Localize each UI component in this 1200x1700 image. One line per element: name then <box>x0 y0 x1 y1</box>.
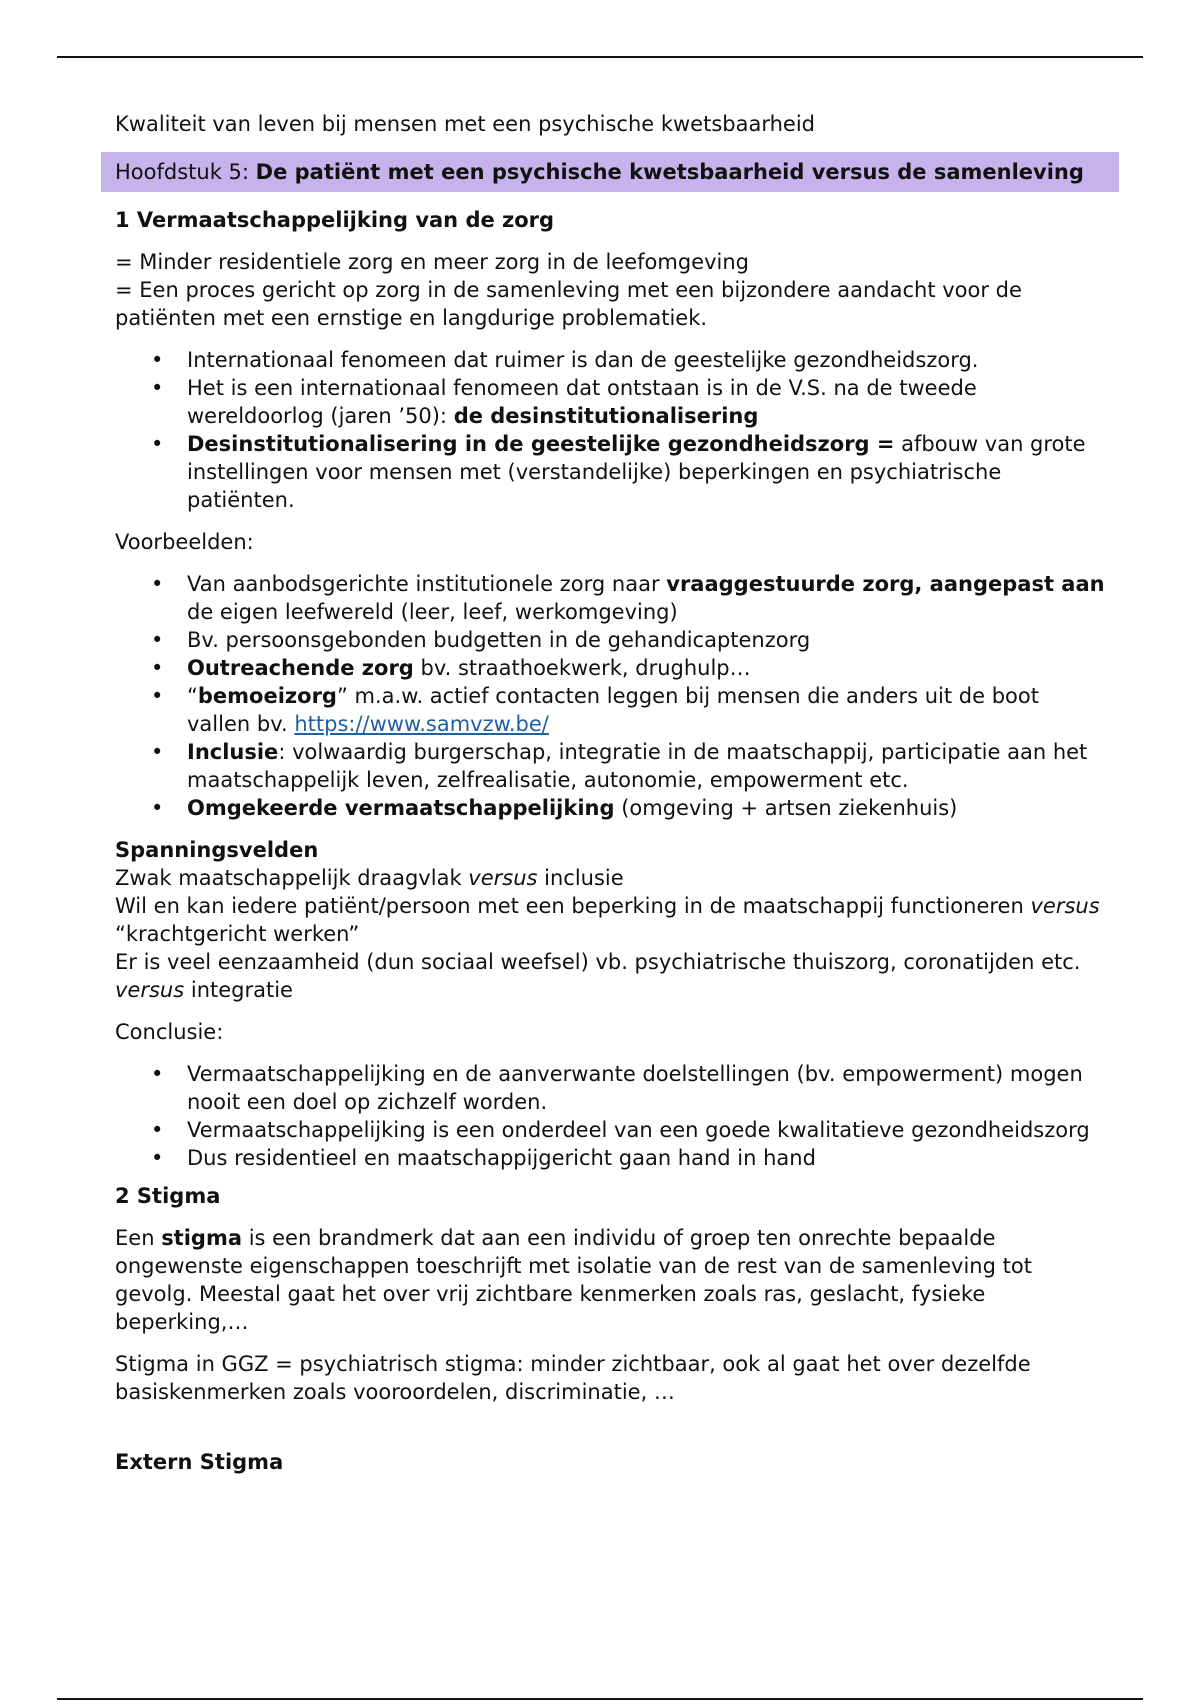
document-title: Kwaliteit van leven bij mensen met een psychische kwetsbaarheid <box>115 112 816 136</box>
tension-text: inclusie <box>537 866 624 890</box>
definition-paragraph <box>115 248 1105 332</box>
conclusion-label: Conclusie: <box>115 1020 224 1044</box>
ggz-stigma-paragraph: Stigma in GGZ = psychiatrisch stigma: minder zichtbaar, ook al gaat het over dezelfde basiskenmerken zoals vooroordelen, discriminatie, … <box>115 1352 1031 1404</box>
document-body <box>115 110 1105 1490</box>
tension-text: integratie <box>184 978 293 1002</box>
list-item-bold: Omgekeerde vermaatschappelijking <box>187 796 615 820</box>
list-item-text: de eigen leefwereld (leer, leef, werkomgeving) <box>187 600 678 624</box>
list-item-text: (omgeving + artsen ziekenhuis) <box>614 796 958 820</box>
tension-paragraph <box>115 836 1105 1004</box>
list-item-text: Van aanbodsgerichte institutionele zorg naar <box>187 572 667 596</box>
list-item-text: Bv. persoonsgebonden budgetten in de gehandicaptenzorg <box>187 628 811 652</box>
list-item <box>187 626 1105 654</box>
chapter-banner <box>101 152 1119 192</box>
list-item-bold: vraaggestuurde zorg, aangepast aan <box>666 572 1105 596</box>
chapter-prefix: Hoofdstuk 5: <box>115 160 256 184</box>
paragraph-text: is een brandmerk dat aan een individu of groep ten onrechte bepaalde ongewenste eigenschappen toeschrijft met isolatie van de rest van de samenleving tot gevolg. Meestal gaat het over vrij zichtbare kenmerken zoals ras, geslacht, fysieke beperking,… <box>115 1226 1032 1334</box>
list-item-text: Vermaatschappelijking is een onderdeel van een goede kwalitatieve gezondheidszorg <box>187 1118 1090 1142</box>
versus-word: versus <box>468 866 538 890</box>
list-item <box>187 682 1105 738</box>
list-item-text: bv. straathoekwerk, drughulp… <box>413 656 751 680</box>
subheading-extern-stigma: Extern Stigma <box>115 1450 284 1474</box>
tension-text: Er is veel eenzaamheid (dun sociaal weefsel) vb. psychiatrische thuiszorg, coronatijden etc. <box>115 950 1081 974</box>
conclusion-list <box>115 1060 1105 1172</box>
list-item <box>187 794 1105 822</box>
list-item-bold: bemoeizorg <box>197 684 337 708</box>
examples-list <box>115 570 1105 822</box>
paragraph-text: Een <box>115 1226 162 1250</box>
section-heading-1: 1 Vermaatschappelijking van de zorg <box>115 208 555 232</box>
tension-text: “krachtgericht werken” <box>115 922 360 946</box>
definition-1: = Minder residentiele zorg en meer zorg in de leefomgeving <box>115 250 749 274</box>
versus-word: versus <box>1030 894 1100 918</box>
list-item-bold: Outreachende zorg <box>187 656 414 680</box>
list-item-bold: de desinstitutionalisering <box>453 404 759 428</box>
definition-2: = Een proces gericht op zorg in de samenleving met een bijzondere aandacht voor de patiënten met een ernstige en langdurige problematiek. <box>115 278 1022 330</box>
tension-text: Zwak maatschappelijk draagvlak <box>115 866 469 890</box>
versus-word: versus <box>115 978 185 1002</box>
samvzw-link[interactable]: https://www.samvzw.be/ <box>294 712 549 736</box>
chapter-title: De patiënt met een psychische kwetsbaarheid versus de samenleving <box>255 160 1084 184</box>
stigma-paragraph <box>115 1224 1105 1336</box>
list-item-bold: Inclusie <box>187 740 279 764</box>
list-item-text: ” m.a.w. actief contacten leggen bij mensen die anders uit de boot vallen bv. <box>187 684 1039 736</box>
list-item <box>187 654 1105 682</box>
list-item <box>187 430 1105 514</box>
list-item <box>187 570 1105 626</box>
list-item-text: : volwaardig burgerschap, integratie in de maatschappij, participatie aan het maatschappelijk leven, zelfrealisatie, autonomie, empowerment etc. <box>187 740 1088 792</box>
list-item-bold: Desinstitutionalisering in de geestelijke gezondheidszorg = <box>187 432 895 456</box>
list-item <box>187 1144 1105 1172</box>
tension-text: Wil en kan iedere patiënt/persoon met een beperking in de maatschappij functioneren <box>115 894 1031 918</box>
list-item-text: Vermaatschappelijking en de aanverwante doelstellingen (bv. empowerment) mogen nooit een doel op zichzelf worden. <box>187 1062 1083 1114</box>
section-heading-2: 2 Stigma <box>115 1184 221 1208</box>
spacer <box>115 1420 1105 1448</box>
open-quote: “ <box>187 684 198 708</box>
list-item-text: Dus residentieel en maatschappijgericht gaan hand in hand <box>187 1146 816 1170</box>
list-item <box>187 1116 1105 1144</box>
tension-heading: Spanningsvelden <box>115 838 319 862</box>
list-item <box>187 738 1105 794</box>
list-item <box>187 1060 1105 1116</box>
list-item <box>187 374 1105 430</box>
list-item-text: afbouw van grote instellingen voor mensen met (verstandelijke) beperkingen en psychiatrische patiënten. <box>187 432 1086 512</box>
list-item <box>187 346 1105 374</box>
list-item-text: Het is een internationaal fenomeen dat ontstaan is in de V.S. na de tweede wereldoorlog (jaren ’50): <box>187 376 977 428</box>
list-item-text: Internationaal fenomeen dat ruimer is dan de geestelijke gezondheidszorg. <box>187 348 979 372</box>
header-rule <box>57 56 1143 58</box>
paragraph-bold: stigma <box>161 1226 243 1250</box>
examples-label: Voorbeelden: <box>115 530 254 554</box>
intro-list <box>115 346 1105 514</box>
